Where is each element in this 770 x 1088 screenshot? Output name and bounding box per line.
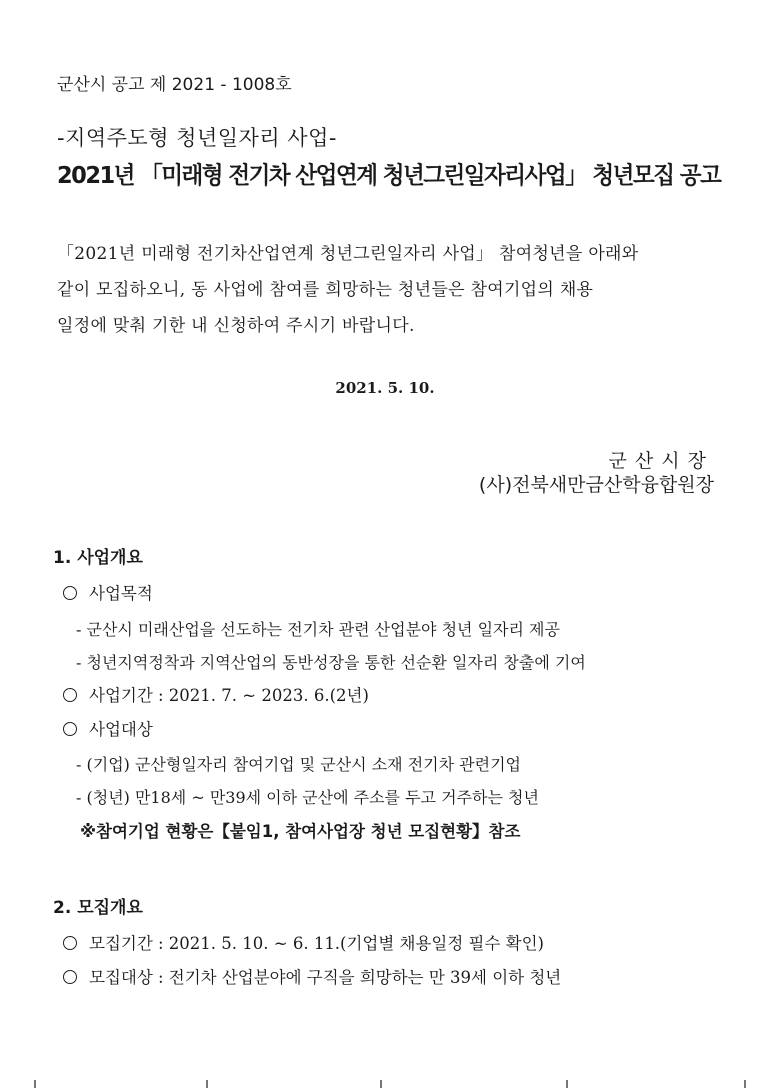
scan-artifact xyxy=(34,1080,36,1088)
circle-bullet-icon xyxy=(63,936,77,950)
circle-bullet-icon xyxy=(63,970,77,984)
circle-bullet-icon xyxy=(63,586,77,600)
note-text: ※참여기업 현황은【붙임1, 참여사업장 청년 모집현황】참조 xyxy=(80,822,521,841)
main-title: 2021년 「미래형 전기차 산업연계 청년그린일자리사업」 청년모집 공고 xyxy=(57,161,721,189)
bullet-label: 사업목적 xyxy=(89,584,153,603)
intro-line: 일정에 맞춰 기한 내 신청하여 주시기 바랍니다. xyxy=(57,316,415,336)
bullet-label: 모집기간 : 2021. 5. 10. ~ 6. 11.(기업별 채용일정 필수 확인) xyxy=(89,934,544,953)
bullet-label: 사업기간 : 2021. 7. ~ 2023. 6.(2년) xyxy=(89,686,369,705)
subtitle: -지역주도형 청년일자리 사업- xyxy=(57,126,337,150)
scan-artifact xyxy=(744,1080,746,1088)
bullet-purpose xyxy=(63,580,153,604)
bullet-label: 사업대상 xyxy=(89,720,153,739)
notice-date: 2021. 5. 10. xyxy=(335,379,435,397)
section-heading: 1. 사업개요 xyxy=(53,548,143,568)
list-item: - 청년지역정착과 지역산업의 동반성장을 통한 선순환 일자리 창출에 기여 xyxy=(76,653,586,672)
scan-artifact xyxy=(206,1080,208,1088)
circle-bullet-icon xyxy=(63,688,77,702)
signer-mayor: 군산시장 xyxy=(608,450,714,472)
bullet-recruit-period xyxy=(63,930,544,954)
circle-bullet-icon xyxy=(63,722,77,736)
list-item: - 군산시 미래산업을 선도하는 전기차 관련 산업분야 청년 일자리 제공 xyxy=(76,620,560,639)
bullet-target xyxy=(63,716,153,740)
scan-artifact xyxy=(380,1080,382,1088)
list-item: - (기업) 군산형일자리 참여기업 및 군산시 소재 전기차 관련기업 xyxy=(76,755,521,774)
bullet-recruit-target xyxy=(63,964,561,988)
bullet-label: 모집대상 : 전기차 산업분야에 구직을 희망하는 만 39세 이하 청년 xyxy=(89,968,562,987)
scan-artifact xyxy=(566,1080,568,1088)
signer-institute: (사)전북새만금산학융합원장 xyxy=(478,474,714,496)
intro-line: 같이 모집하오니, 동 사업에 참여를 희망하는 청년들은 참여기업의 채용 xyxy=(57,280,594,300)
section-heading: 2. 모집개요 xyxy=(53,898,143,918)
bullet-period xyxy=(63,682,369,706)
notice-number: 군산시 공고 제 2021 - 1008호 xyxy=(57,75,292,95)
list-item: - (청년) 만18세 ~ 만39세 이하 군산에 주소를 두고 거주하는 청년 xyxy=(76,788,539,807)
intro-line: 「2021년 미래형 전기차산업연계 청년그린일자리 사업」 참여청년을 아래와 xyxy=(57,244,639,264)
